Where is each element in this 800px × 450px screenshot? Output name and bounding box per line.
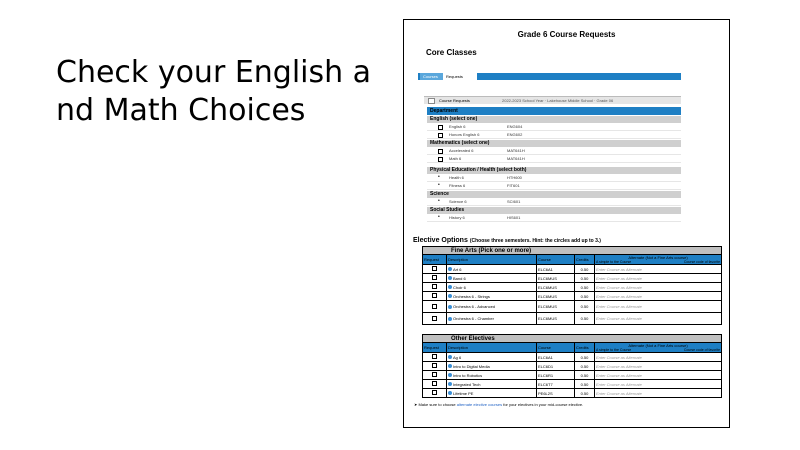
document-title: Grade 6 Course Requests bbox=[517, 30, 616, 39]
info-circle-icon bbox=[448, 373, 452, 377]
description-cell bbox=[447, 313, 537, 325]
credit-cell: 0.50 bbox=[575, 371, 595, 380]
course-description: Lifetime PE bbox=[453, 390, 474, 396]
category-header: Mathematics (select one) bbox=[427, 140, 681, 147]
course-code-cell: ELC6T7 bbox=[537, 380, 575, 389]
course-code: ENG604 bbox=[507, 124, 523, 129]
footnote-prefix: ➤ Make sure to choose bbox=[414, 402, 456, 407]
alternate-sub-1: A simple to the Course bbox=[596, 348, 632, 352]
course-row bbox=[427, 147, 681, 155]
course-description: Orchestra 6 - Chamber bbox=[453, 316, 494, 321]
table-row bbox=[423, 371, 722, 380]
course-description: Integrated Tech bbox=[453, 381, 481, 387]
course-name: Health 6 bbox=[449, 175, 464, 180]
course-code: MAT641H bbox=[507, 156, 525, 161]
table-row bbox=[423, 353, 722, 362]
column-header-course: Course bbox=[537, 255, 575, 265]
section-header-row bbox=[423, 247, 722, 255]
course-checkbox[interactable] bbox=[438, 149, 443, 154]
credit-cell: 0.50 bbox=[575, 274, 595, 283]
request-checkbox[interactable] bbox=[432, 266, 437, 271]
course-row bbox=[427, 214, 681, 222]
description-cell bbox=[447, 265, 537, 274]
course-code: FIT601 bbox=[507, 183, 520, 188]
course-name: Honors English 6 bbox=[449, 132, 480, 137]
info-circle-icon bbox=[448, 285, 452, 289]
request-cell bbox=[423, 292, 447, 301]
alternate-input[interactable]: Enter Course as Alternate bbox=[595, 265, 722, 274]
description-cell bbox=[447, 389, 537, 398]
bullet-icon: • bbox=[438, 214, 440, 220]
tab-requests[interactable]: Requests bbox=[443, 73, 477, 80]
request-cell bbox=[423, 389, 447, 398]
course-requests-label: Course Requests bbox=[439, 98, 470, 103]
table-row bbox=[423, 292, 722, 301]
section-header-row bbox=[423, 335, 722, 343]
elective-heading-hint: (Choose three semesters. Hint: the circles add up to 3.) bbox=[469, 238, 601, 244]
description-cell bbox=[447, 362, 537, 371]
course-name: Math 6 bbox=[449, 156, 462, 161]
other-electives-table bbox=[422, 334, 722, 398]
table-row bbox=[423, 301, 722, 313]
alternate-header-title: Alternate (Not a Fine Arts course) bbox=[628, 343, 688, 348]
table-row bbox=[423, 389, 722, 398]
course-row bbox=[427, 198, 681, 206]
request-checkbox[interactable] bbox=[432, 304, 437, 309]
alternate-input[interactable]: Enter Course as Alternate bbox=[595, 301, 722, 313]
category-header: Social Studies bbox=[427, 207, 681, 214]
info-circle-icon bbox=[448, 294, 452, 298]
course-code-cell: ELC6MUS bbox=[537, 292, 575, 301]
course-name: History 6 bbox=[449, 215, 465, 220]
course-description: Orchestra 6 - Advanced bbox=[453, 304, 496, 309]
credit-cell: 0.50 bbox=[575, 380, 595, 389]
request-cell bbox=[423, 353, 447, 362]
course-code-cell: ELC6D1 bbox=[537, 362, 575, 371]
column-header-description: Description bbox=[447, 255, 537, 265]
core-classes-heading: Core Classes bbox=[426, 48, 477, 57]
course-row bbox=[427, 174, 681, 182]
description-cell bbox=[447, 371, 537, 380]
description-cell bbox=[447, 301, 537, 313]
info-circle-icon bbox=[448, 305, 452, 309]
course-description: Intro to Digital Media bbox=[453, 363, 490, 369]
course-name: Accelerated 6 bbox=[449, 148, 474, 153]
alternate-input[interactable]: Enter Course as Alternate bbox=[595, 292, 722, 301]
request-checkbox[interactable] bbox=[432, 316, 437, 321]
credit-cell: 0.50 bbox=[575, 301, 595, 313]
credit-cell: 0.50 bbox=[575, 283, 595, 292]
request-cell bbox=[423, 301, 447, 313]
alternate-input[interactable]: Enter Course as Alternate bbox=[595, 371, 722, 380]
course-row bbox=[427, 155, 681, 163]
table-row bbox=[423, 380, 722, 389]
request-checkbox[interactable] bbox=[432, 363, 437, 368]
request-cell bbox=[423, 380, 447, 389]
category-header: Science bbox=[427, 191, 681, 198]
course-code: SCI601 bbox=[507, 199, 521, 204]
school-year-info: 2022-2023 School Year · Lakehouse Middle School · Grade 06 bbox=[502, 98, 614, 103]
course-row bbox=[427, 182, 681, 190]
elective-options-heading bbox=[413, 237, 601, 244]
course-code: HIS601 bbox=[507, 215, 521, 220]
alternate-input[interactable]: Enter Course as Alternate bbox=[595, 389, 722, 398]
alternate-input[interactable]: Enter Course as Alternate bbox=[595, 380, 722, 389]
request-checkbox[interactable] bbox=[432, 372, 437, 377]
column-header-request: Request bbox=[423, 255, 447, 265]
course-description: Band 6 bbox=[453, 275, 466, 281]
credit-cell: 0.50 bbox=[575, 389, 595, 398]
fine-arts-table bbox=[422, 246, 722, 325]
course-description: Intro to Robotics bbox=[453, 372, 483, 378]
column-header-course: Course bbox=[537, 343, 575, 353]
column-header-row bbox=[423, 255, 722, 265]
bullet-icon: • bbox=[438, 182, 440, 188]
course-code-cell: ELC6R1 bbox=[537, 371, 575, 380]
course-code-cell: ELC6A1 bbox=[537, 353, 575, 362]
course-code-cell: ELC6A1 bbox=[537, 265, 575, 274]
tab-courses[interactable]: Courses bbox=[420, 73, 446, 80]
footnote-link[interactable]: alternate elective courses bbox=[456, 402, 503, 407]
alternate-sub-2: Course code of favorite bbox=[683, 348, 721, 352]
course-checkbox[interactable] bbox=[438, 133, 443, 138]
request-cell bbox=[423, 313, 447, 325]
column-header-credit: Credits bbox=[575, 255, 595, 265]
credit-cell: 0.50 bbox=[575, 292, 595, 301]
credit-cell: 0.50 bbox=[575, 353, 595, 362]
alternate-header-sub bbox=[596, 348, 720, 352]
expand-toggle[interactable] bbox=[428, 98, 435, 104]
category-header: Physical Education / Health (select both) bbox=[427, 167, 681, 174]
course-code-cell: ELC6MUS bbox=[537, 313, 575, 325]
table-row bbox=[423, 362, 722, 371]
info-circle-icon bbox=[448, 382, 452, 386]
course-description: Choir 6 bbox=[453, 284, 466, 290]
course-code: MAT641H bbox=[507, 148, 525, 153]
info-circle-icon bbox=[448, 355, 452, 359]
course-code-cell: ELC6MUS bbox=[537, 274, 575, 283]
alternate-input[interactable]: Enter Course as Alternate bbox=[595, 283, 722, 292]
course-name: English 6 bbox=[449, 124, 466, 129]
column-header-alternate bbox=[595, 343, 722, 353]
description-cell bbox=[447, 283, 537, 292]
alternate-sub-2: Course code of favorite bbox=[683, 260, 721, 264]
request-cell bbox=[423, 274, 447, 283]
course-name: Fitness 6 bbox=[449, 183, 466, 188]
course-checkbox[interactable] bbox=[438, 125, 443, 130]
footnote bbox=[414, 402, 583, 407]
request-checkbox[interactable] bbox=[432, 354, 437, 359]
section-title: Other Electives bbox=[423, 335, 722, 343]
alternate-header-sub bbox=[596, 260, 720, 264]
course-description: Orchestra 6 - Strings bbox=[453, 293, 490, 299]
request-cell bbox=[423, 362, 447, 371]
description-cell bbox=[447, 380, 537, 389]
footnote-suffix: for your electives in your mid-course elective. bbox=[503, 402, 584, 407]
course-code: ENG602 bbox=[507, 132, 523, 137]
column-header-row bbox=[423, 343, 722, 353]
course-code-cell: ELC6MUS bbox=[537, 301, 575, 313]
credit-cell: 0.50 bbox=[575, 362, 595, 371]
column-header-alternate bbox=[595, 255, 722, 265]
course-checkbox[interactable] bbox=[438, 157, 443, 162]
table-row bbox=[423, 265, 722, 274]
table-row bbox=[423, 283, 722, 292]
slide-title: Check your English and Math Choices bbox=[56, 55, 372, 128]
core-classes-list bbox=[427, 107, 681, 222]
request-cell bbox=[423, 371, 447, 380]
info-circle-icon bbox=[448, 364, 452, 368]
column-header-request: Request bbox=[423, 343, 447, 353]
course-code: HTH600 bbox=[507, 175, 522, 180]
column-header-credit: Credits bbox=[575, 343, 595, 353]
description-cell bbox=[447, 292, 537, 301]
description-cell bbox=[447, 274, 537, 283]
tab-bar bbox=[418, 73, 681, 80]
course-code-cell: PE6L2S bbox=[537, 389, 575, 398]
course-code-cell: ELC6MUS bbox=[537, 283, 575, 292]
course-row bbox=[427, 123, 681, 131]
section-title: Fine Arts (Pick one or more) bbox=[423, 247, 722, 255]
course-description: Ag 6 bbox=[453, 354, 462, 360]
request-cell bbox=[423, 283, 447, 292]
request-checkbox[interactable] bbox=[432, 390, 437, 395]
course-description: Art 6 bbox=[453, 266, 462, 272]
info-circle-icon bbox=[448, 317, 452, 321]
course-requests-bar bbox=[424, 96, 681, 104]
table-row bbox=[423, 313, 722, 325]
spacer bbox=[427, 163, 681, 166]
column-header-description: Description bbox=[447, 343, 537, 353]
bullet-icon: • bbox=[438, 174, 440, 180]
request-checkbox[interactable] bbox=[432, 275, 437, 280]
course-request-document bbox=[403, 19, 730, 428]
info-circle-icon bbox=[448, 276, 452, 280]
request-checkbox[interactable] bbox=[432, 284, 437, 289]
table-row bbox=[423, 274, 722, 283]
credit-cell: 0.50 bbox=[575, 313, 595, 325]
alternate-input[interactable]: Enter Course as Alternate bbox=[595, 353, 722, 362]
alternate-input[interactable]: Enter Course as Alternate bbox=[595, 313, 722, 325]
alternate-header-title: Alternate (Not a Fine Arts course) bbox=[628, 255, 688, 260]
info-circle-icon bbox=[448, 391, 452, 395]
alternate-sub-1: A simple to the Course bbox=[596, 260, 632, 264]
info-circle-icon bbox=[448, 267, 452, 271]
alternate-input[interactable]: Enter Course as Alternate bbox=[595, 362, 722, 371]
request-cell bbox=[423, 265, 447, 274]
course-name: Science 6 bbox=[449, 199, 467, 204]
department-header: Department bbox=[427, 107, 681, 115]
bullet-icon: • bbox=[438, 198, 440, 204]
elective-heading-title: Elective Options bbox=[413, 237, 468, 244]
request-checkbox[interactable] bbox=[432, 293, 437, 298]
course-row bbox=[427, 131, 681, 139]
category-header: English (select one) bbox=[427, 116, 681, 123]
description-cell bbox=[447, 353, 537, 362]
alternate-input[interactable]: Enter Course as Alternate bbox=[595, 274, 722, 283]
request-checkbox[interactable] bbox=[432, 381, 437, 386]
credit-cell: 0.50 bbox=[575, 265, 595, 274]
